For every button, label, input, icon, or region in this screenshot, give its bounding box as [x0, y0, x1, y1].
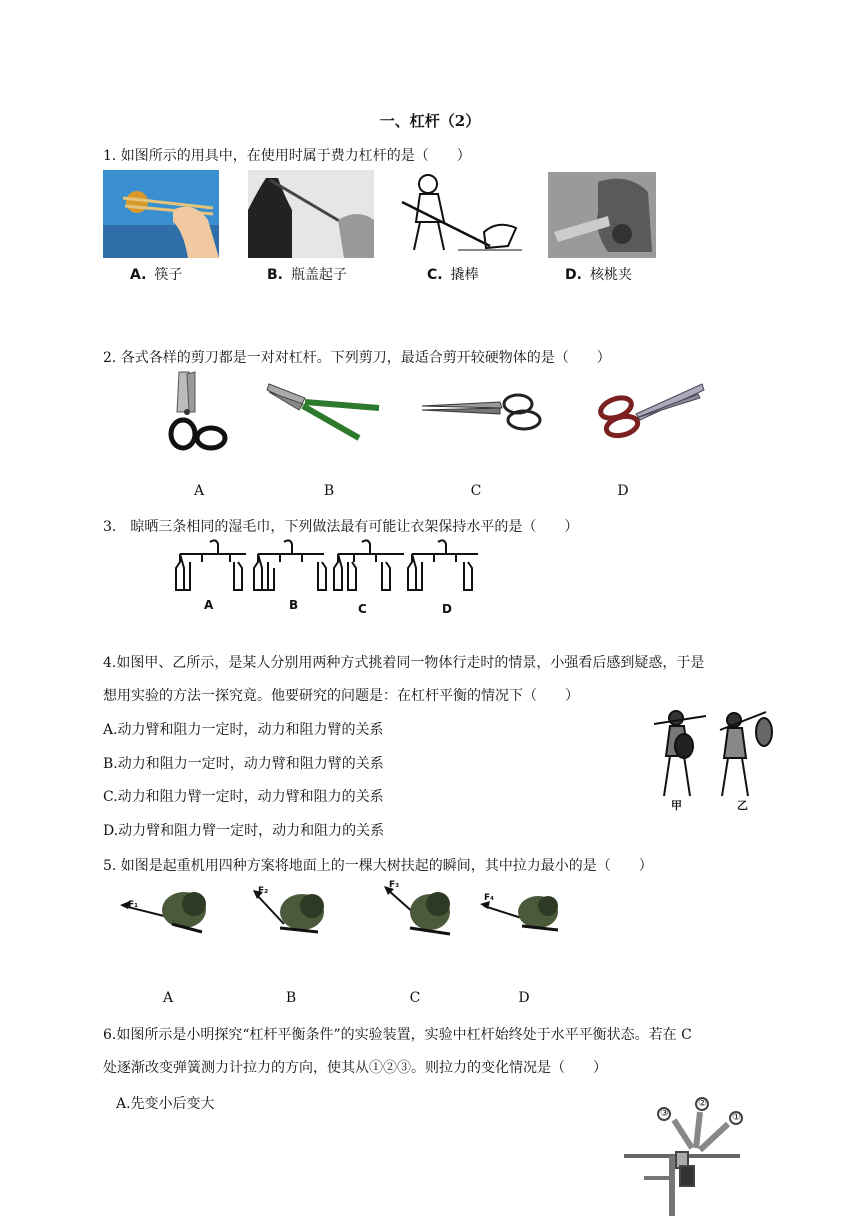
option-c-caption: [427, 264, 479, 284]
q2-letter-b: B: [323, 483, 335, 499]
option-letter: A.: [130, 267, 147, 283]
q3-letter-d: D: [442, 602, 452, 616]
q4-option-b: B.动力和阻力一定时，动力臂和阻力臂的关系: [103, 756, 384, 772]
option-d-caption: [565, 264, 632, 284]
force-label-f2: F₂: [258, 886, 269, 896]
q5-letter-c: C: [409, 990, 421, 1006]
question-4-text-line1: 4.如图甲、乙所示，是某人分别用两种方式挑着同一物体行走时的情景，小强看后感到疑惑，于是: [103, 655, 705, 671]
q6-option-a: A.先变小后变大: [116, 1096, 215, 1112]
figure-label-yi: 乙: [737, 799, 748, 812]
direction-label-2: ②: [698, 1098, 707, 1109]
direction-label-3: ③: [660, 1108, 669, 1119]
crowbar-image: [398, 172, 522, 258]
q3-letter-b: B: [289, 598, 299, 612]
question-1-text: 1. 如图所示的用具中，在使用时属于费力杠杆的是（ ）: [103, 148, 471, 164]
figure-label-jia: 甲: [671, 799, 682, 812]
question-5-text: 5. 如图是起重机用四种方案将地面上的一棵大树扶起的瞬间，其中拉力最小的是（ ）: [103, 858, 653, 874]
option-letter: D.: [565, 267, 582, 283]
hanger-diagram: [172, 538, 482, 616]
q4-option-a: A.动力臂和阻力一定时，动力和阻力臂的关系: [103, 722, 384, 738]
option-label: 筷子: [154, 267, 183, 283]
question-2-text: 2. 各式各样的剪刀都是一对对杠杆。下列剪刀，最适合剪开较硬物体的是（ ）: [103, 350, 611, 366]
option-letter: B.: [267, 267, 283, 283]
bottle-opener-image: [248, 170, 374, 258]
q3-letter-a: A: [204, 598, 214, 612]
option-label: 核桃夹: [589, 267, 632, 283]
option-a-caption: [130, 264, 182, 284]
force-label-f3: F₃: [389, 880, 400, 890]
force-label-f4: F₄: [484, 893, 495, 903]
scissors-c-image: [420, 392, 546, 432]
q5-letter-b: B: [285, 990, 297, 1006]
option-b-caption: [267, 264, 347, 284]
tree-force-d: [476, 882, 572, 944]
nutcracker-image: [548, 172, 656, 258]
question-4-text-line2: 想用实验的方法一探究竟。他要研究的问题是：在杠杆平衡的情况下（ ）: [103, 688, 579, 704]
question-6-text-line1: 6.如图所示是小明探究“杠杆平衡条件”的实验装置，实验中杠杆始终处于水平平衡状态。若在 C: [103, 1027, 692, 1043]
q5-letter-d: D: [518, 990, 530, 1006]
lever-apparatus-figure: [620, 1094, 750, 1216]
q2-letter-d: D: [617, 483, 629, 499]
q4-option-d: D.动力臂和阻力臂一定时，动力和阻力的关系: [103, 823, 385, 839]
tree-force-a: [114, 880, 210, 942]
question-6-text-line2: 处逐渐改变弹簧测力计拉力的方向，使其从①②③。则拉力的变化情况是（ ）: [103, 1060, 607, 1076]
q2-letter-c: C: [470, 483, 482, 499]
scissors-d-image: [590, 380, 706, 442]
scissors-a-image: [165, 368, 231, 454]
direction-label-1: ①: [732, 1112, 741, 1123]
scissors-b-image: [265, 380, 383, 444]
chopsticks-image: [103, 170, 219, 258]
section-title: 一、杠杆（2）: [379, 112, 481, 130]
q3-letter-c: C: [358, 602, 367, 616]
q2-letter-a: A: [193, 483, 205, 499]
q4-option-c: C.动力和阻力臂一定时，动力臂和阻力的关系: [103, 789, 384, 805]
question-3-text: 3. 晾晒三条相同的湿毛巾，下列做法最有可能让衣架保持水平的是（ ）: [103, 519, 579, 535]
q5-letter-a: A: [162, 990, 174, 1006]
option-label: 撬棒: [450, 267, 479, 283]
option-label: 瓶盖起子: [291, 267, 347, 283]
option-letter: C.: [427, 267, 443, 283]
carrying-figure: [650, 706, 776, 806]
force-label-f1: F₁: [128, 900, 139, 910]
